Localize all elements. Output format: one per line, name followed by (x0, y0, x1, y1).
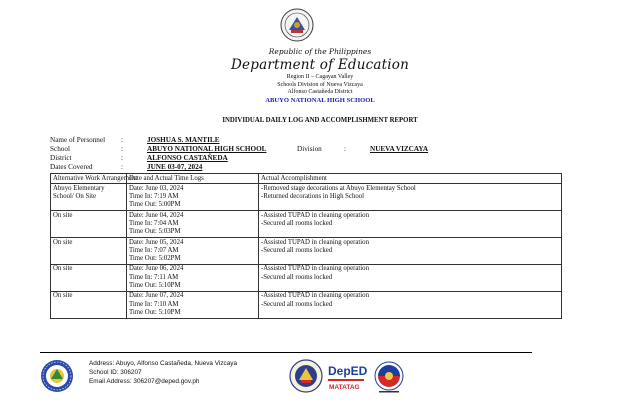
table-row (51, 238, 562, 265)
colon: : (121, 154, 123, 162)
time-log-cell: Date: June 04, 2024 Time In: 7:04 AM Time Out: 5:03PM (127, 211, 259, 238)
school-seal-icon (40, 359, 74, 393)
accomplishment-cell: -Assisted TUPAD in cleaning operation -Secured all rooms locked (259, 211, 562, 238)
colon: : (121, 136, 123, 144)
header-arrangement: Alternative Work Arrangement (51, 174, 127, 184)
time-log-cell: Date: June 06, 2024 Time In: 7:11 AM Time Out: 5:10PM (127, 264, 259, 291)
region-line: Region II – Cagayan Valley (286, 74, 354, 80)
header-date-time: Date and Actual Time Logs (127, 174, 259, 184)
footer-email: Email Address: 306207@deped.gov.ph (89, 378, 200, 385)
school-label: School (50, 145, 70, 153)
department-heading: Department of Education (231, 57, 409, 73)
header-accomplishment: Actual Accomplishment (259, 174, 562, 184)
personnel-label: Name of Personnel (50, 136, 106, 144)
footer-address: Address: Abuyo, Alfonso Castañeda, Nueva Vizcaya (89, 360, 238, 367)
republic-heading: Republic of the Philippines (268, 47, 372, 56)
arrangement-cell: On site (51, 238, 127, 265)
personnel-value: JOSHUA S. MANTILE (147, 136, 220, 144)
arrangement-cell: On site (51, 211, 127, 238)
district-label: District (50, 154, 72, 162)
table-header-row (51, 174, 562, 184)
district-line: Alfonso Castañeda District (287, 89, 353, 95)
daily-log-table (50, 173, 562, 319)
colon: : (121, 145, 123, 153)
table-row (51, 291, 562, 318)
division-line: Schools Division of Nueva Vizcaya (277, 81, 363, 88)
division-value: NUEVA VIZCAYA (370, 145, 429, 153)
school-name-heading: ABUYO NATIONAL HIGH SCHOOL (265, 97, 375, 104)
school-value: ABUYO NATIONAL HIGH SCHOOL (147, 145, 267, 153)
division-label: Division (297, 145, 322, 153)
table-row (51, 211, 562, 238)
accomplishment-cell: -Assisted TUPAD in cleaning operation -Secured all rooms locked (259, 264, 562, 291)
footer-divider (40, 352, 532, 353)
dates-label: Dates Covered (50, 163, 93, 171)
matatag-logo-text: MATATAG (329, 384, 360, 391)
time-log-cell: Date: June 03, 2024 Time In: 7:19 AM Time Out: 5:00PM (127, 184, 259, 211)
footer-school-id: School ID: 306207 (89, 369, 142, 376)
accomplishment-cell: -Assisted TUPAD in cleaning operation -Secured all rooms locked (259, 291, 562, 318)
arrangement-cell: On site (51, 291, 127, 318)
deped-logo-text: DepED (328, 364, 368, 378)
district-value: ALFONSO CASTAÑEDA (147, 154, 228, 162)
time-log-cell: Date: June 05, 2024 Time In: 7:07 AM Time Out: 5:02PM (127, 238, 259, 265)
accomplishment-cell: -Assisted TUPAD in cleaning operation -Secured all rooms locked (259, 238, 562, 265)
arrangement-cell: On site (51, 264, 127, 291)
deped-seal-footer-icon (289, 359, 323, 393)
bagong-pilipinas-logo-icon (370, 360, 408, 396)
time-log-cell: Date: June 07, 2024 Time In: 7:10 AM Time Out: 5:10PM (127, 291, 259, 318)
colon: : (344, 145, 346, 153)
report-title: INDIVIDUAL DAILY LOG AND ACCOMPLISHMENT REPORT (222, 117, 418, 124)
deped-seal-icon (280, 8, 314, 44)
table-row (51, 264, 562, 291)
dates-value: JUNE 03-07, 2024 (147, 163, 203, 171)
colon: : (121, 163, 123, 171)
table-row (51, 184, 562, 211)
deped-matatag-logo-icon (327, 359, 368, 393)
accomplishment-cell: -Removed stage decorations at Abuyo Elementay School -Returned decorations in High School (259, 184, 562, 211)
arrangement-cell: Abuyo Elementary School/ On Site (51, 184, 127, 211)
